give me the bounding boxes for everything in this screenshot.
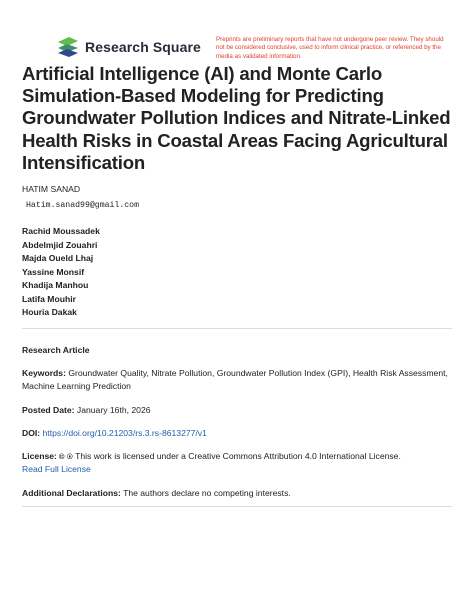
preprint-disclaimer: Preprints are preliminary reports that have not undergone peer review. They should not be considered conclusive, used to inform clinical practice, or referenced by the media as validated information. [216,36,444,60]
declarations-label: Additional Declarations: [22,488,121,498]
read-full-license-link[interactable]: Read Full License [22,464,91,474]
author-name: Yassine Monsif [22,266,85,277]
keywords-section [22,367,452,393]
author-name: Latifa Mouhir [22,293,76,304]
posted-date-value: January 16th, 2026 [76,405,151,415]
doi-section [22,427,452,440]
doi-link[interactable]: https://doi.org/10.21203/rs.3.rs-8613277/v1 [42,428,207,438]
keywords-label: Keywords: [22,368,66,378]
paper-title: Artificial Intelligence (AI) and Monte Carlo Simulation-Based Modeling for Predicting Groundwater Pollution Indices and Nitrate-Linked Health Risks in Coastal Areas Facing Agricultural Intensification [22,63,451,173]
corresponding-author-name: HATIM SANAD [22,184,81,194]
declarations-value: The authors declare no competing interests. [123,488,291,498]
doi-label: DOI: [22,428,41,438]
keywords-value: Groundwater Quality, Nitrate Pollution, Groundwater Pollution Index (GPI), Health Risk Assessment, Machine Learning Prediction [22,368,448,391]
author-name: Abdelmjid Zouahri [22,239,98,250]
posted-date-section [22,404,452,417]
brand-name: Research Square [85,39,201,55]
corresponding-author-email[interactable]: Hatim.sanad99@gmail.com [26,201,140,210]
article-type [22,344,452,357]
author-name: Houria Dakak [22,307,77,317]
article-type-value: Research Article [22,345,90,355]
license-section [22,450,452,476]
license-text: This work is licensed under a Creative Commons Attribution 4.0 International License. [75,451,401,461]
license-label: License: [22,451,57,461]
author-name: Majda Oueld Lhaj [22,253,94,263]
research-square-logo-icon [56,36,80,58]
declarations-section [22,487,452,500]
author-list [22,225,100,320]
divider [22,328,452,329]
posted-date-label: Posted Date: [22,405,75,415]
research-square-logo[interactable] [56,36,201,58]
author-name: Rachid Moussadek [22,226,100,236]
creative-commons-icon: 🅭 🅯 [59,452,73,461]
page-header [0,0,474,70]
divider [22,506,452,507]
author-name: Khadija Manhou [22,280,89,290]
